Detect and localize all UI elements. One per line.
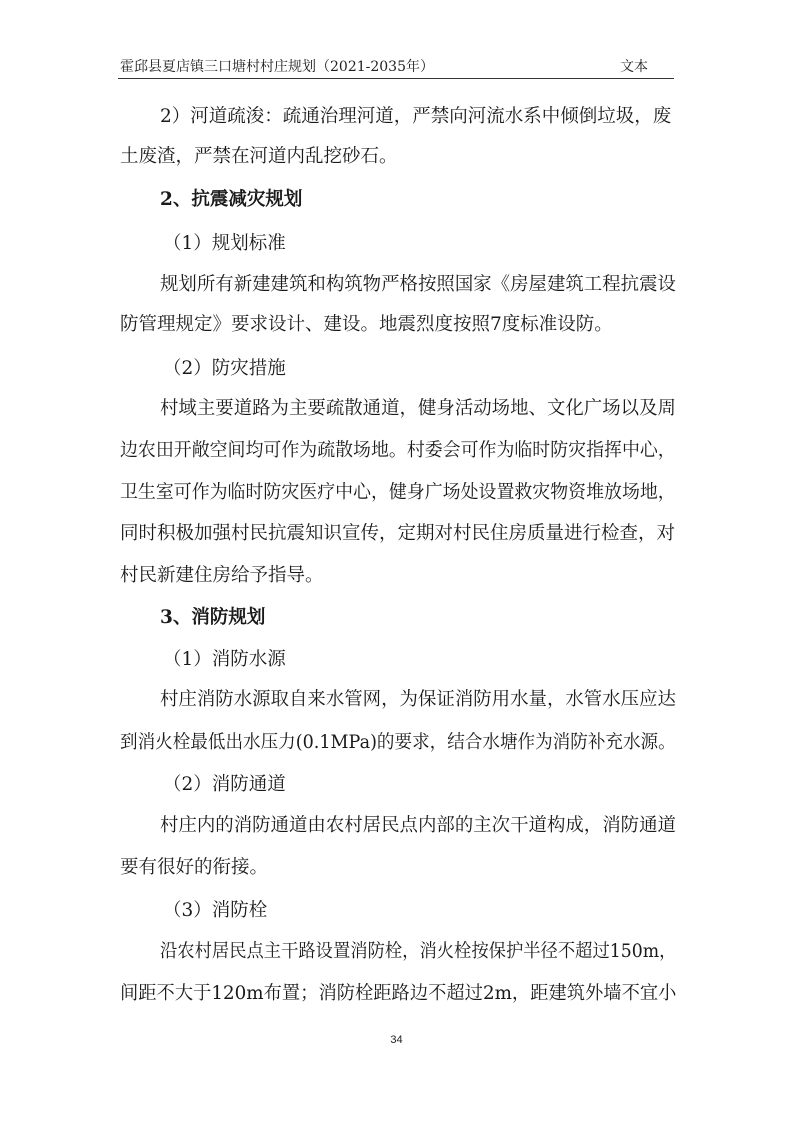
paragraph-line: 防管理规定》要求设计、建设。地震烈度按照7度标准设防。 (120, 314, 613, 335)
subsection-heading: （1）消防水源 (163, 649, 286, 670)
paragraph-line: 卫生室可作为临时防灾医疗中心，健身广场处设置救灾物资堆放场地， (120, 482, 676, 503)
paragraph-line: 土废渣，严禁在河道内乱挖砂石。 (120, 146, 398, 167)
section-heading: 3、消防规划 (160, 607, 266, 628)
header-label: 文本 (620, 59, 648, 75)
paragraph-line: 村庄内的消防通道由农村居民点内部的主次干道构成，消防通道 (160, 815, 676, 836)
subsection-heading: （2）防灾措施 (163, 358, 286, 379)
paragraph-line: 间距不大于120m布置；消防栓距路边不超过2m，距建筑外墙不宜小 (120, 983, 677, 1004)
page-number: 34 (390, 1034, 403, 1046)
paragraph-line: 要有很好的衔接。 (120, 857, 269, 878)
paragraph-line: 村域主要道路为主要疏散通道，健身活动场地、文化广场以及周 (160, 398, 676, 419)
paragraph-line: 村庄消防水源取自来水管网，为保证消防用水量，水管水压应达 (160, 689, 676, 710)
paragraph-line: 边农田开敞空间均可作为疏散场地。村委会可作为临时防灾指挥中心， (120, 440, 676, 461)
header-title: 霍邱县夏店镇三口塘村村庄规划（2021-2035年） (120, 59, 434, 75)
header-divider (118, 78, 674, 79)
paragraph-line: 规划所有新建建筑和构筑物严格按照国家《房屋建筑工程抗震设 (160, 274, 676, 295)
paragraph-line: 村民新建住房给予指导。 (120, 565, 324, 586)
paragraph-line: 同时积极加强村民抗震知识宣传，定期对村民住房质量进行检查，对 (120, 523, 676, 544)
subsection-heading: （1）规划标准 (163, 233, 286, 254)
subsection-heading: （3）消防栓 (163, 900, 268, 921)
paragraph-line: 2）河道疏浚：疏通治理河道，严禁向河流水系中倾倒垃圾，废 (160, 106, 672, 127)
subsection-heading: （2）消防通道 (163, 774, 286, 795)
section-heading: 2、抗震减灾规划 (160, 189, 303, 210)
paragraph-line: 到消火栓最低出水压力(0.1MPa)的要求，结合水塘作为消防补充水源。 (120, 732, 676, 753)
running-header (118, 56, 674, 78)
paragraph-line: 沿农村居民点主干路设置消防栓，消火栓按保护半径不超过150m， (160, 941, 677, 962)
